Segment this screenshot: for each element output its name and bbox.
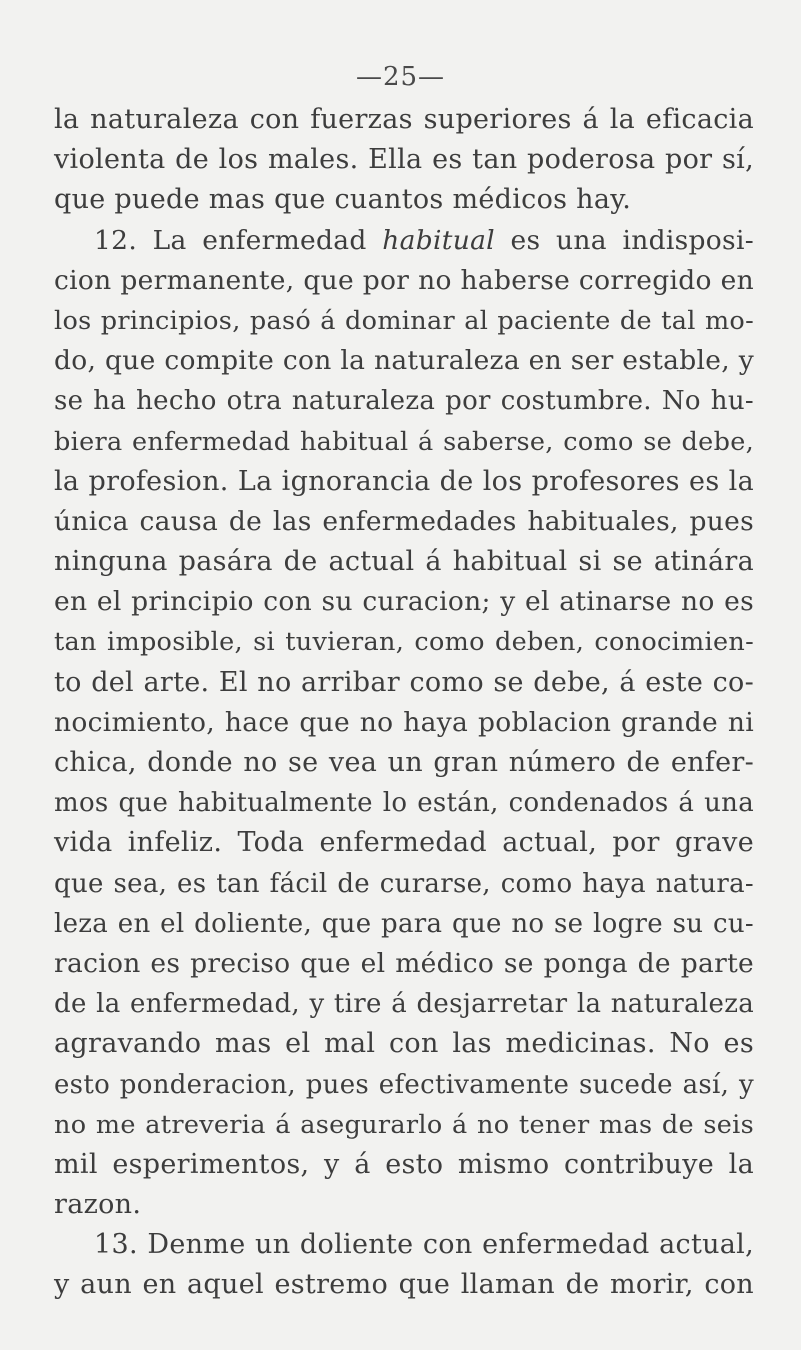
text-line bbox=[54, 422, 754, 462]
text-line bbox=[54, 703, 754, 743]
text-span: nocimiento, hace que no haya poblacion grande ni bbox=[54, 706, 754, 738]
text-span: no me atreveria á asegurarlo á no tener mas de seis bbox=[54, 1109, 754, 1140]
text-line bbox=[54, 140, 754, 180]
text-line bbox=[54, 1024, 754, 1064]
text-span: la profesion. La ignorancia de los profesores es la bbox=[54, 465, 754, 497]
text-line bbox=[54, 542, 754, 582]
text-span: leza en el doliente, que para que no se logre su cu- bbox=[54, 908, 754, 939]
text-line bbox=[54, 381, 754, 421]
text-span: chica, donde no se vea un gran número de enfer- bbox=[54, 747, 754, 778]
text-span: racion es preciso que el médico se ponga de parte bbox=[54, 947, 754, 979]
text-span: do, que compite con la naturaleza en ser estable, y bbox=[54, 345, 754, 377]
text-span: to del arte. El no arribar como se debe, á este co- bbox=[54, 666, 754, 698]
text-line bbox=[54, 663, 754, 703]
text-span: se ha hecho otra naturaleza por costumbre. No hu- bbox=[54, 386, 754, 417]
text-span: es una indisposi- bbox=[494, 224, 754, 256]
text-span: única causa de las enfermedades habituales, pues bbox=[54, 505, 754, 537]
italic-term: habitual bbox=[382, 224, 495, 256]
text-span: de la enfermedad, y tire á desjarretar la naturaleza bbox=[54, 989, 754, 1020]
text-span: 13. Denme un doliente con enfermedad actual, bbox=[94, 1229, 754, 1261]
text-line bbox=[54, 944, 754, 984]
text-line bbox=[54, 582, 754, 622]
body-text bbox=[54, 100, 754, 1306]
text-span: cion permanente, que por no haberse corregido en bbox=[54, 264, 754, 296]
text-span: vida infeliz. Toda enfermedad actual, por grave bbox=[54, 827, 754, 859]
text-line bbox=[54, 301, 754, 341]
text-line bbox=[54, 502, 754, 542]
text-line bbox=[54, 100, 754, 140]
text-line bbox=[54, 823, 754, 863]
text-line bbox=[54, 743, 754, 783]
text-line bbox=[54, 180, 754, 220]
text-line bbox=[54, 984, 754, 1024]
text-line bbox=[54, 864, 754, 904]
text-span: y aun en aquel estremo que llaman de morir, con bbox=[54, 1269, 754, 1301]
text-line bbox=[54, 622, 754, 662]
text-span: en el principio con su curacion; y el atinarse no es bbox=[54, 586, 754, 618]
text-span: ninguna pasára de actual á habitual si se atinára bbox=[54, 546, 754, 578]
text-line bbox=[54, 221, 754, 261]
text-line bbox=[54, 1225, 754, 1265]
text-line bbox=[54, 1265, 754, 1305]
text-line bbox=[54, 1145, 754, 1185]
text-span: tan imposible, si tuvieran, como deben, conocimien- bbox=[54, 627, 754, 658]
text-span: los principios, pasó á dominar al paciente de tal mo- bbox=[54, 305, 754, 336]
text-span: razon. bbox=[54, 1189, 142, 1221]
text-span: la naturaleza con fuerzas superiores á la eficacia bbox=[54, 104, 754, 135]
text-line bbox=[54, 904, 754, 944]
text-span: agravando mas el mal con las medicinas. No es bbox=[54, 1028, 754, 1060]
text-span: que sea, es tan fácil de curarse, como haya natura- bbox=[54, 868, 754, 899]
text-span: mil esperimentos, y á esto mismo contribuye la bbox=[54, 1148, 754, 1180]
text-line bbox=[54, 341, 754, 381]
text-span: violenta de los males. Ella es tan poderosa por sí, bbox=[54, 144, 754, 176]
text-span: biera enfermedad habitual á saberse, como se debe, bbox=[54, 426, 754, 457]
text-line bbox=[54, 1105, 754, 1145]
text-span: que puede mas que cuantos médicos hay. bbox=[54, 184, 632, 216]
page-number: —25— bbox=[355, 62, 446, 92]
text-span: esto ponderacion, pues efectivamente sucede así, y bbox=[54, 1069, 754, 1100]
text-line bbox=[54, 462, 754, 502]
text-line bbox=[54, 1185, 754, 1225]
text-span: mos que habitualmente lo están, condenados á una bbox=[54, 788, 754, 819]
text-line bbox=[54, 261, 754, 301]
text-line bbox=[54, 1065, 754, 1105]
text-span: 12. La enfermedad bbox=[94, 224, 383, 256]
text-line bbox=[54, 783, 754, 823]
